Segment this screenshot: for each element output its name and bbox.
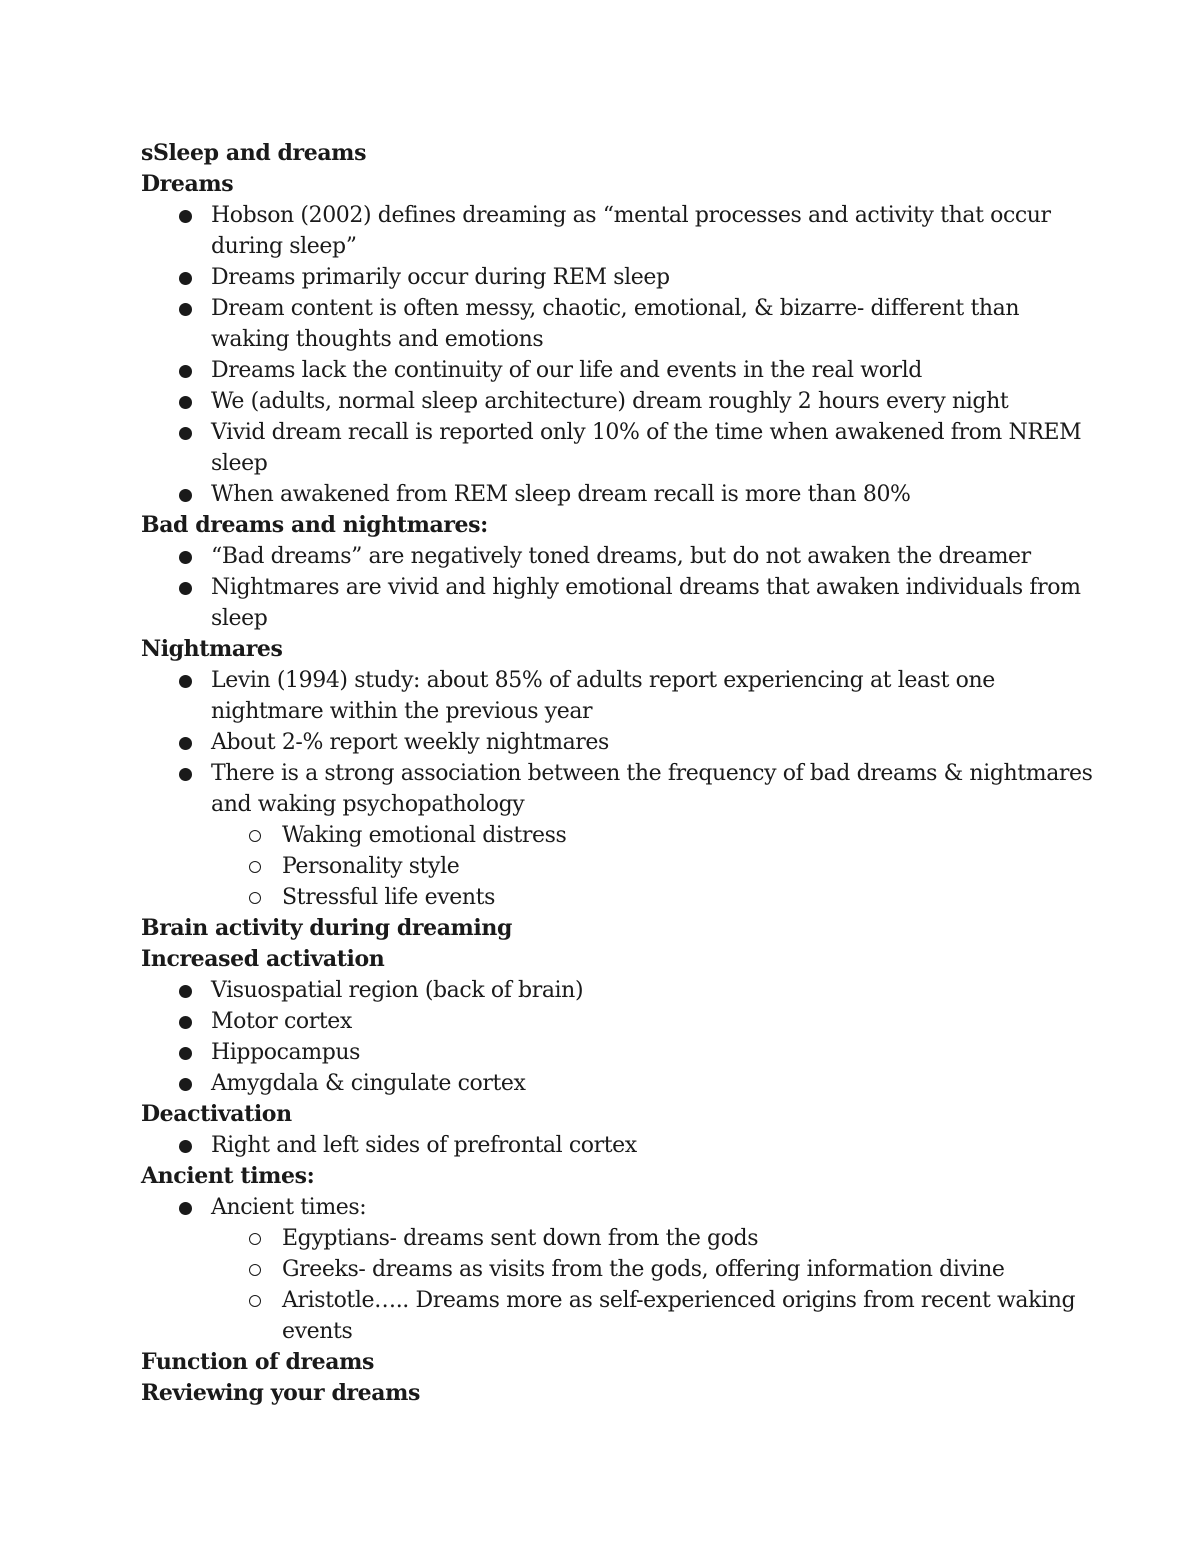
filled-bullet-icon [179,272,192,285]
sub-list-item-text: Personality style [282,854,460,879]
list-item-text: There is a strong association between the frequency of bad dreams & nightmares and waking psychopathology [211,761,1093,817]
list-item [141,727,1101,758]
list-item [141,293,1101,355]
section-heading: Brain activity during dreaming [141,915,512,941]
section-heading: Ancient times: [141,1163,315,1189]
sub-list-item [141,820,1101,851]
list-item-text: Ancient times: [211,1195,367,1220]
filled-bullet-icon [179,985,192,998]
list-item-text: Dream content is often messy, chaotic, emotional, & bizarre- different than waking thoughts and emotions [211,296,1020,352]
bullet-list [141,1130,1101,1161]
filled-bullet-icon [179,1202,192,1215]
filled-bullet-icon [179,582,192,595]
sub-list-item-text: Greeks- dreams as visits from the gods, offering information divine [282,1257,1005,1282]
bullet-list [141,200,1101,510]
list-item-text: Hobson (2002) defines dreaming as “mental processes and activity that occur during sleep” [211,203,1051,259]
list-item-text: We (adults, normal sleep architecture) dream roughly 2 hours every night [211,389,1009,414]
sub-list-item [141,1285,1101,1347]
list-item [141,975,1101,1006]
filled-bullet-icon [179,675,192,688]
list-item [141,1130,1101,1161]
list-item-text: Motor cortex [211,1009,352,1034]
list-item-text: Levin (1994) study: about 85% of adults report experiencing at least one nightmare within the previous year [211,668,995,724]
sub-list-item [141,851,1101,882]
hollow-bullet-icon [249,1233,261,1245]
list-item [141,1006,1101,1037]
list-item-text: “Bad dreams” are negatively toned dreams, but do not awaken the dreamer [211,544,1031,569]
list-item [141,417,1101,479]
list-item [141,541,1101,572]
filled-bullet-icon [179,768,192,781]
sub-list-item [141,1254,1101,1285]
list-item [141,479,1101,510]
list-item [141,1037,1101,1068]
filled-bullet-icon [179,1047,192,1060]
list-item-text: Visuospatial region (back of brain) [211,978,584,1003]
document-page [141,138,1101,1409]
sub-list-item [141,882,1101,913]
section-heading: Dreams [141,171,234,197]
filled-bullet-icon [179,489,192,502]
bullet-list [141,975,1101,1099]
section-heading: Bad dreams and nightmares: [141,512,488,538]
bullet-list [141,1192,1101,1347]
list-item [141,665,1101,727]
list-item [141,355,1101,386]
sub-list-item-text: Waking emotional distress [282,823,567,848]
sub-list-item [141,1223,1101,1254]
list-item-text: Amygdala & cingulate cortex [211,1071,526,1096]
filled-bullet-icon [179,551,192,564]
list-item-text: Vivid dream recall is reported only 10% of the time when awakened from NREM sleep [211,420,1082,476]
list-item [141,758,1101,820]
sub-list-item-text: Stressful life events [282,885,495,910]
section-heading: Deactivation [141,1101,292,1127]
hollow-bullet-icon [249,1295,261,1307]
list-item-text: Right and left sides of prefrontal cortex [211,1133,637,1158]
filled-bullet-icon [179,1016,192,1029]
filled-bullet-icon [179,1140,192,1153]
list-item-text: Nightmares are vivid and highly emotional dreams that awaken individuals from sleep [211,575,1081,631]
filled-bullet-icon [179,303,192,316]
list-item [141,262,1101,293]
list-item-text: About 2-% report weekly nightmares [211,730,609,755]
list-item-text: Hippocampus [211,1040,361,1065]
filled-bullet-icon [179,396,192,409]
hollow-bullet-icon [249,861,261,873]
hollow-bullet-icon [249,892,261,904]
list-item [141,200,1101,262]
section-heading: sSleep and dreams [141,140,367,166]
filled-bullet-icon [179,210,192,223]
list-item [141,1192,1101,1223]
sub-list-item-text: Egyptians- dreams sent down from the gods [282,1226,759,1251]
list-item-text: When awakened from REM sleep dream recall is more than 80% [211,482,911,507]
bullet-list [141,665,1101,913]
filled-bullet-icon [179,365,192,378]
section-heading: Nightmares [141,636,283,662]
list-item [141,572,1101,634]
section-heading: Reviewing your dreams [141,1380,420,1406]
section-heading: Function of dreams [141,1349,374,1375]
hollow-bullet-icon [249,830,261,842]
filled-bullet-icon [179,427,192,440]
hollow-bullet-icon [249,1264,261,1276]
bullet-list [141,541,1101,634]
filled-bullet-icon [179,737,192,750]
sub-list-item-text: Aristotle….. Dreams more as self-experienced origins from recent waking events [282,1288,1076,1344]
list-item-text: Dreams lack the continuity of our life and events in the real world [211,358,922,383]
filled-bullet-icon [179,1078,192,1091]
list-item [141,386,1101,417]
section-heading: Increased activation [141,946,385,972]
list-item-text: Dreams primarily occur during REM sleep [211,265,670,290]
list-item [141,1068,1101,1099]
